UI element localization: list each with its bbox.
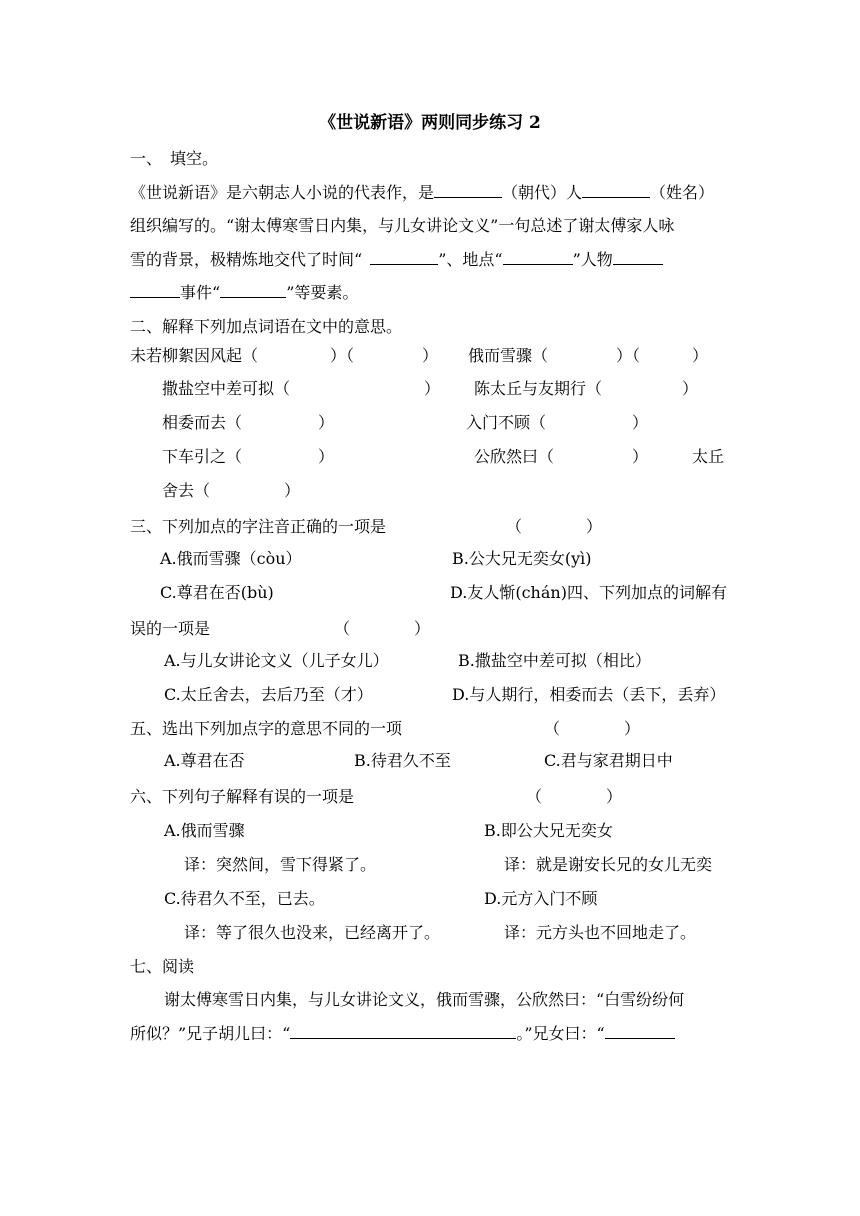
q2-row4-taiqiu: 太丘: [692, 447, 725, 466]
q4-option-a: A.与儿女讲论文义（儿子女儿）: [164, 651, 389, 670]
q3-option-a: A.俄而雪骤（còu）: [160, 549, 302, 568]
q1-line1b-text: （朝代）人: [502, 183, 583, 202]
q6-option-b: B.即公大兄无奕女: [484, 821, 613, 840]
q5-option-a: A.尊君在否: [164, 751, 245, 770]
q6-option-a-translation: 译：突然间，雪下得紧了。: [184, 855, 377, 874]
blank-place: [503, 250, 573, 265]
q1-line3c-text: ”人物: [572, 250, 613, 269]
q4-option-c: C.太丘舍去，去后乃至（才）: [164, 685, 373, 704]
q2-item-shequ: 舍去（: [162, 481, 211, 500]
q2-item-xinran: 公欣然曰（: [474, 447, 555, 466]
blank-xiongnv-answer: [605, 1024, 675, 1039]
q1-line4: [130, 283, 358, 303]
q3-option-b: B.公大兄无奕女(yì): [452, 549, 592, 568]
q1-line4c-text: ”等要素。: [286, 283, 359, 302]
q3-option-d: D.友人惭(chán)四、下列加点的词解有: [450, 583, 727, 602]
q6-option-d-translation: 译：元方头也不回地走了。: [504, 923, 697, 942]
q2-row1-p2: ）: [422, 346, 439, 365]
q7-passage-line2a: 所似？”兄子胡儿曰：“: [130, 1024, 291, 1043]
q1-line3b-text: ”、地点“: [438, 250, 503, 269]
q7-passage-line1: 谢太傅寒雪日内集，与儿女讲论文义，俄而雪骤，公欣然曰：“白雪纷纷何: [164, 990, 685, 1009]
q3-answer-paren: （ ）: [506, 517, 603, 536]
q2-row3-p2: ）: [632, 413, 649, 432]
q5-heading: 五、选出下列加点字的意思不同的一项: [130, 719, 403, 738]
q1-line1-text: 《世说新语》是六朝志人小说的代表作，是: [130, 183, 435, 202]
q2-item-chentaiqiu: 陈太丘与友期行（: [474, 379, 603, 398]
q3-heading: 三、下列加点的字注音正确的一项是: [130, 517, 387, 536]
q1-line3a-text: 雪的背景，极精炼地交代了时间“: [130, 250, 363, 269]
q2-heading: 二、解释下列加点词语在文中的意思。: [130, 317, 403, 336]
q2-row2-p1: ）: [424, 379, 441, 398]
blank-people-1: [613, 250, 663, 265]
q5-answer-paren: （ ）: [544, 719, 641, 738]
q1-line1: [130, 183, 714, 203]
q6-option-c: C.待君久不至，已去。: [164, 889, 325, 908]
q2-row4-p2: ）: [632, 447, 649, 466]
q2-row1: [130, 346, 258, 366]
q1-line1c-text: （姓名）: [650, 183, 715, 202]
q6-answer-paren: （ ）: [526, 787, 623, 806]
q2-row2-p2: ）: [682, 379, 699, 398]
q2-item-eer: 俄而雪骤（: [468, 346, 549, 365]
q3-option-c: C.尊君在否(bù): [160, 583, 274, 602]
q2-item-rumen: 入门不顾（: [466, 413, 547, 432]
q6-heading: 六、下列句子解释有误的一项是: [130, 787, 355, 806]
q2-item-saoyan: 撒盐空中差可拟（: [162, 379, 291, 398]
page-title: 《世说新语》两则同步练习 2: [319, 113, 541, 133]
q4-heading-cont: 误的一项是: [130, 619, 211, 638]
blank-dynasty: [434, 183, 502, 198]
q2-row1-p1: ）（: [330, 346, 355, 365]
blank-huer-answer: [290, 1024, 516, 1039]
q4-option-d: D.与人期行，相委而去（丢下，丢弃）: [452, 685, 726, 704]
q2-row5-p1: ）: [284, 481, 301, 500]
q6-option-a: A.俄而雪骤: [164, 821, 245, 840]
q2-item-xiangwei: 相委而去（: [162, 413, 243, 432]
q2-row4-p1: ）: [318, 447, 335, 466]
blank-author: [582, 183, 650, 198]
q6-option-d: D.元方入门不顾: [484, 889, 598, 908]
q1-heading: 一、 填空。: [130, 149, 219, 168]
q6-option-c-translation: 译：等了很久也没来，已经离开了。: [184, 923, 441, 942]
blank-time: [370, 250, 438, 265]
q1-line3: [130, 250, 663, 270]
q2-item-weiruo: 未若柳絮因风起（: [130, 346, 259, 365]
q2-row3-p1: ）: [318, 413, 335, 432]
q7-heading: 七、阅读: [130, 957, 195, 976]
q2-row1-p3: ）（: [616, 346, 641, 365]
q5-option-b: B.待君久不至: [354, 751, 451, 770]
q1-line4b-text: 事件“: [180, 283, 221, 302]
q1-line2: 组织编写的。“谢太傅寒雪日内集，与儿女讲论文义”一句总述了谢太傅家人咏: [130, 216, 675, 235]
q2-row1-p4: ）: [692, 346, 709, 365]
q4-answer-paren: （ ）: [334, 619, 431, 638]
q5-option-c: C.君与家君期日中: [544, 751, 673, 770]
q6-option-b-translation: 译：就是谢安长兄的女儿无奕: [504, 855, 713, 874]
blank-event: [220, 283, 286, 298]
q4-option-b: B.撒盐空中差可拟（相比）: [458, 651, 651, 670]
blank-people-2: [130, 283, 180, 298]
q7-passage-line2b: 。”兄女曰：“: [516, 1024, 605, 1043]
q7-passage-line2: [130, 1024, 675, 1044]
q2-item-xiache: 下车引之（: [162, 447, 243, 466]
